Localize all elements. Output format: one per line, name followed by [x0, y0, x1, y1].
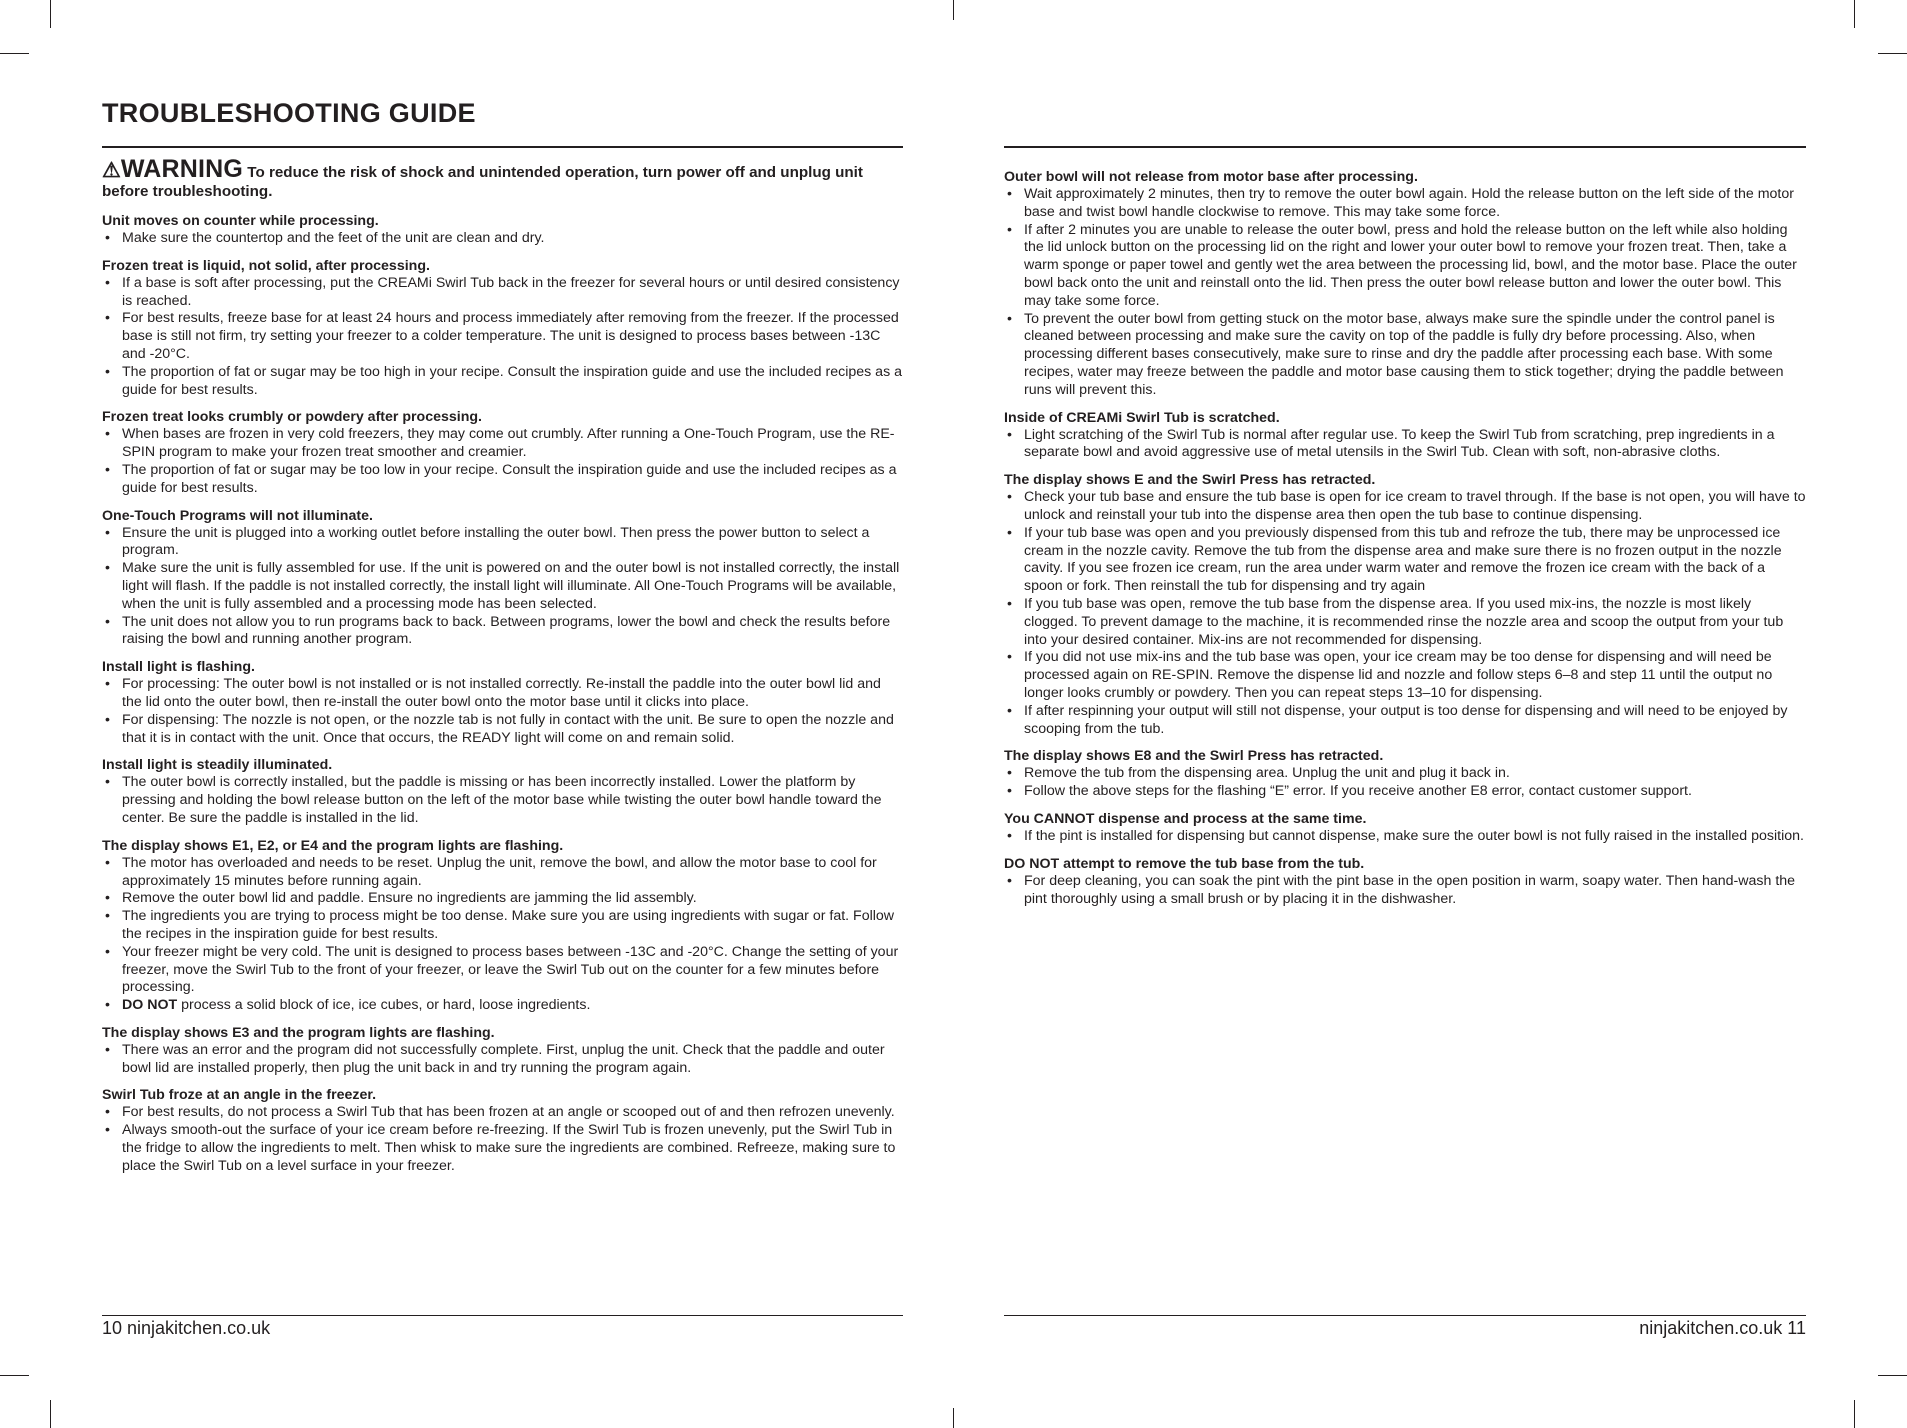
bullet-text: The ingredients you are trying to process might be too dense. Make sure you are using ingredients with sugar or fat. Follow the recipes in the inspiration guide for best results.	[122, 908, 895, 942]
bullet-item	[1004, 828, 1806, 846]
header-rule-left	[102, 146, 903, 148]
bullet-dot-icon: •	[105, 426, 110, 443]
bullet-dot-icon: •	[105, 774, 110, 791]
bullet-text: If you tub base was open, remove the tub base from the dispense area. If you used mix-ins, the nozzle is most likely clogged. To prevent damage to the machine, it is recommended rinse the nozzle area and scoop the output from your tub into your desired container. Mix-ins are not recommended for dispensing.	[1024, 595, 1784, 648]
bullet-item	[1004, 489, 1806, 525]
warning-triangle-icon: ⚠	[102, 159, 121, 182]
troubleshooting-section	[102, 1024, 902, 1078]
bullet-text: Make sure the countertop and the feet of the unit are clean and dry.	[122, 230, 545, 246]
bullet-dot-icon: •	[105, 943, 110, 960]
bullet-dot-icon: •	[1007, 595, 1012, 612]
bullet-dot-icon: •	[105, 524, 110, 541]
warning-text: To reduce the risk of shock and unintended operation, turn power off and unplug unit before troubleshooting.	[102, 164, 863, 200]
bullet-dot-icon: •	[105, 890, 110, 907]
bullet-dot-icon: •	[1007, 524, 1012, 541]
section-heading: Swirl Tub froze at an angle in the freezer.	[102, 1087, 377, 1104]
bullet-list	[1004, 489, 1806, 738]
bullet-dot-icon: •	[1007, 765, 1012, 782]
bullet-dot-icon: •	[1007, 489, 1012, 506]
crop-mark	[953, 1408, 954, 1428]
crop-mark	[1854, 1400, 1855, 1428]
troubleshooting-section	[1004, 855, 1806, 909]
bullet-text: Follow the above steps for the flashing “E” error. If you receive another E8 error, contact customer support.	[1024, 783, 1692, 800]
crop-mark	[1878, 53, 1907, 54]
bullet-list	[1004, 186, 1806, 400]
footer-right-page-number: ninjakitchen.co.uk 11	[1639, 1318, 1806, 1338]
troubleshooting-section	[102, 1086, 902, 1175]
bullet-list	[102, 1104, 902, 1175]
bullet-text: Wait approximately 2 minutes, then try to remove the outer bowl again. Hold the release button on the left side of the motor base and twist bowl handle clockwise to remove. This may take some force.	[1024, 186, 1794, 220]
bullet-text: For deep cleaning, you can soak the pint with the pint base in the open position in warm, soapy water. Then hand-wash the pint thoroughly using a small brush or by placing it in the dishwasher.	[1024, 872, 1796, 907]
troubleshooting-section	[102, 257, 902, 400]
bullet-item	[102, 908, 902, 944]
bullet-list	[1004, 873, 1806, 909]
crop-mark	[1854, 0, 1855, 28]
section-heading: Frozen treat is liquid, not solid, after processing.	[102, 257, 430, 274]
bullet-item	[102, 1122, 902, 1175]
bullet-item	[102, 1042, 902, 1078]
bullet-item	[1004, 596, 1806, 649]
warning-heading: WARNING	[120, 155, 244, 183]
section-heading: Install light is steadily illuminated.	[102, 757, 333, 774]
bullet-item	[102, 944, 902, 997]
bullet-list	[102, 676, 902, 747]
bullet-dot-icon: •	[105, 1104, 110, 1121]
bullet-item	[102, 275, 902, 311]
bullet-dot-icon: •	[105, 997, 110, 1014]
bullet-dot-icon: •	[105, 560, 110, 577]
bullet-text: For dispensing: The nozzle is not open, or the nozzle tab is not fully in contact with the unit. Be sure to open the nozzle and that it is in contact with the unit. Once that occurs, the READY light will come on and remain solid.	[122, 711, 894, 746]
troubleshooting-section	[102, 507, 902, 650]
bullet-list	[102, 525, 902, 650]
bullet-list	[1004, 828, 1806, 846]
section-heading: Inside of CREAMi Swirl Tub is scratched.	[1004, 409, 1280, 426]
bullet-text: The outer bowl is correctly installed, but the paddle is missing or has been incorrectly installed. Lower the platform by pressing and holding the bowl release button on the left of the motor base while twisting the outer bowl handle toward the center. Be sure the paddle is installed in the lid.	[122, 774, 882, 826]
troubleshooting-section	[102, 658, 902, 747]
troubleshooting-section	[102, 408, 902, 497]
bullet-item	[1004, 427, 1806, 463]
bullet-dot-icon: •	[105, 230, 110, 246]
bullet-text: The proportion of fat or sugar may be too high in your recipe. Consult the inspiration guide and use the included recipes as a guide for best results.	[122, 363, 902, 398]
section-heading: The display shows E1, E2, or E4 and the program lights are flashing.	[102, 837, 564, 854]
bullet-text: Remove the outer bowl lid and paddle. Ensure no ingredients are jamming the lid assembly.	[122, 890, 697, 907]
section-heading: The display shows E and the Swirl Press has retracted.	[1004, 472, 1376, 489]
section-heading: Unit moves on counter while processing.	[102, 213, 379, 229]
bullet-text: If the pint is installed for dispensing but cannot dispense, make sure the outer bowl is not fully raised in the installed position.	[1024, 827, 1804, 844]
bullet-dot-icon: •	[105, 274, 110, 291]
bullet-dot-icon: •	[1007, 221, 1012, 238]
footer-rule-left	[102, 1315, 903, 1316]
bullet-item	[102, 560, 902, 613]
bullet-list	[102, 774, 902, 827]
bullet-dot-icon: •	[1007, 186, 1012, 202]
troubleshooting-section	[102, 756, 902, 827]
bullet-dot-icon: •	[105, 676, 110, 693]
crop-mark	[1878, 1375, 1907, 1376]
bullet-text: If your tub base was open and you previously dispensed from this tub and refroze the tub, there may be unprocessed ice cream in the nozzle cavity. Remove the tub from the dispense area and make sure there is no frozen output in the nozzle cavity. If you see frozen ice cream, run the area under warm water and remove the frozen ice cream with the back of a spoon or fork. Then reinstall the tub for dispensing and try again	[1024, 524, 1782, 595]
bullet-text: If you did not use mix-ins and the tub base was open, your ice cream may be too dense for dispensing and will need be processed again on RE-SPIN. Remove the dispense lid and nozzle and follow steps 6–8 and step 11 until the output no longer looks crumbly or powdery. Then you can repeat steps 13–10 for dispensing.	[1024, 649, 1773, 701]
bullet-text: There was an error and the program did not successfully complete. First, unplug the unit. Check that the paddle and outer bowl lid are installed properly, then plug the unit back in and try running the program again.	[122, 1041, 885, 1076]
bullet-dot-icon: •	[1007, 426, 1012, 443]
bullet-list	[1004, 765, 1806, 801]
right-column	[1004, 168, 1806, 917]
bullet-item	[102, 676, 902, 712]
crop-mark	[953, 0, 954, 20]
bullet-text: For processing: The outer bowl is not installed or is not installed correctly. Re-install the paddle into the outer bowl lid and the lid onto the outer bowl, then re-install the outer bowl onto the motor base until it clicks into place.	[122, 676, 881, 710]
bullet-text: Ensure the unit is plugged into a working outlet before installing the outer bowl. Then press the power button to select a program.	[122, 524, 870, 559]
bullet-dot-icon: •	[1007, 783, 1012, 800]
bullet-dot-icon: •	[1007, 872, 1012, 889]
bullet-item	[1004, 311, 1806, 400]
bullet-text: If a base is soft after processing, put the CREAMi Swirl Tub back in the freezer for several hours or until desired consistency is reached.	[122, 274, 900, 309]
troubleshooting-section	[1004, 471, 1806, 738]
bullet-list	[102, 1042, 902, 1078]
troubleshooting-section	[1004, 409, 1806, 463]
bullet-text: For best results, do not process a Swirl Tub that has been frozen at an angle or scooped out of and then refrozen unevenly.	[122, 1104, 895, 1121]
bullet-text: If after respinning your output will still not dispense, your output is too dense for dispensing and will need to be enjoyed by scooping from the tub.	[1024, 702, 1788, 737]
left-sections	[102, 212, 902, 1176]
bullet-dot-icon: •	[105, 854, 110, 871]
bullet-item	[1004, 703, 1806, 739]
bullet-dot-icon: •	[105, 310, 110, 327]
bullet-item	[102, 997, 902, 1015]
bullet-text: process a solid block of ice, ice cubes, or hard, loose ingredients.	[177, 997, 591, 1014]
section-heading: DO NOT attempt to remove the tub base from the tub.	[1004, 855, 1365, 872]
bullet-item	[102, 525, 902, 561]
bullet-text: For best results, freeze base for at least 24 hours and process immediately after removing from the freezer. If the processed base is still not firm, try setting your freezer to a colder temperature. The unit is designed to process bases between -13C and -20°C.	[122, 310, 899, 362]
bullet-text: If after 2 minutes you are unable to release the outer bowl, press and hold the release button on the left while also holding the lid unlock button on the processing lid on the right and lower your outer bowl to remove your frozen treat. Then, take a warm sponge or paper towel and gently wet the area between the processing lid, bowl, and the motor base. Place the outer bowl back onto the unit and reinstall onto the lid. Then press the outer bowl release button and lower the outer bowl. This may take some force.	[1024, 221, 1797, 309]
page-title: TROUBLESHOOTING GUIDE	[102, 98, 476, 128]
header-rule-right	[1004, 146, 1806, 148]
bullet-item	[1004, 525, 1806, 596]
bullet-item	[102, 774, 902, 827]
bullet-text: Light scratching of the Swirl Tub is normal after regular use. To keep the Swirl Tub from scratching, prep ingredients in a separate bowl and avoid aggressive use of metal utensils in the Swirl Tub. Clean with soft, non-abrasive cloths.	[1024, 426, 1775, 461]
section-heading: Install light is flashing.	[102, 659, 255, 676]
section-heading: Frozen treat looks crumbly or powdery after processing.	[102, 409, 483, 426]
bullet-text: Make sure the unit is fully assembled for use. If the unit is powered on and the outer bowl is not installed correctly, the install light will flash. If the paddle is not installed correctly, the install light will illuminate. All One-Touch Programs will be available, when the unit is fully assembled and a processing mode has been selected.	[122, 560, 900, 612]
bullet-item	[102, 426, 902, 462]
bullet-item	[102, 890, 902, 908]
footer-rule-right	[1004, 1315, 1806, 1316]
bullet-text: To prevent the outer bowl from getting stuck on the motor base, always make sure the spindle under the control panel is cleaned between processing and make sure the cavity on top of the paddle is fully dry before processing. Also, when processing different bases consecutively, make sure to rinse and dry the paddle after processing each base. With some recipes, water may freeze between the paddle and motor base causing them to stick together; drying the paddle between runs will prevent this.	[1024, 310, 1784, 398]
troubleshooting-section	[1004, 747, 1806, 801]
crop-mark	[0, 1375, 29, 1376]
bullet-dot-icon: •	[1007, 702, 1012, 719]
bullet-dot-icon: •	[105, 363, 110, 380]
crop-mark	[50, 1400, 51, 1428]
bullet-dot-icon: •	[105, 1122, 110, 1139]
section-heading: Outer bowl will not release from motor base after processing.	[1004, 169, 1418, 185]
bullet-text: Check your tub base and ensure the tub base is open for ice cream to travel through. If the base is not open, you will have to unlock and reinstall your tub into the dispense area then open the tub base to continue dispensing.	[1024, 489, 1806, 523]
bullet-item	[102, 712, 902, 748]
bullet-dot-icon: •	[105, 908, 110, 925]
troubleshooting-section	[102, 212, 902, 248]
bullet-item	[102, 462, 902, 498]
bullet-item	[102, 364, 902, 400]
bullet-dot-icon: •	[1007, 310, 1012, 327]
bullet-item	[102, 230, 902, 248]
bullet-dot-icon: •	[105, 711, 110, 728]
left-column	[102, 155, 902, 1185]
section-heading: The display shows E8 and the Swirl Press has retracted.	[1004, 748, 1384, 765]
warning-block	[102, 155, 902, 201]
bullet-text: Your freezer might be very cold. The unit is designed to process bases between -13C and -20°C. Change the setting of your freezer, move the Swirl Tub to the front of your freezer, or leave the Swirl Tub out on the counter for a few minutes before processing.	[122, 943, 899, 996]
section-heading: You CANNOT dispense and process at the same time.	[1004, 810, 1367, 827]
crop-mark	[0, 53, 29, 54]
bullet-item	[102, 614, 902, 650]
bullet-list	[102, 230, 902, 248]
bullet-dot-icon: •	[105, 1041, 110, 1058]
troubleshooting-section	[102, 837, 902, 1015]
bullet-list	[102, 855, 902, 1015]
bullet-item	[102, 310, 902, 363]
troubleshooting-section	[1004, 810, 1806, 846]
bullet-text: The motor has overloaded and needs to be reset. Unplug the unit, remove the bowl, and allow the motor base to cool for approximately 15 minutes before running again.	[122, 854, 877, 889]
bullet-dot-icon: •	[1007, 649, 1012, 666]
bullet-item	[1004, 222, 1806, 311]
bullet-dot-icon: •	[105, 461, 110, 478]
section-heading: One-Touch Programs will not illuminate.	[102, 507, 373, 524]
troubleshooting-section	[1004, 168, 1806, 400]
bullet-list	[1004, 427, 1806, 463]
bullet-item	[1004, 649, 1806, 702]
bullet-text: Remove the tub from the dispensing area. Unplug the unit and plug it back in.	[1024, 765, 1510, 782]
bullet-item	[102, 855, 902, 891]
bullet-item	[1004, 765, 1806, 783]
bullet-list	[102, 426, 902, 497]
bullet-text: When bases are frozen in very cold freezers, they may come out crumbly. After running a One-Touch Program, use the RE-SPIN program to make your frozen treat smoother and creamier.	[122, 426, 895, 461]
right-sections	[1004, 168, 1806, 908]
crop-mark	[50, 0, 51, 28]
bullet-text: The proportion of fat or sugar may be too low in your recipe. Consult the inspiration guide and use the included recipes as a guide for best results.	[122, 461, 897, 496]
footer-left-page-number: 10 ninjakitchen.co.uk	[102, 1318, 271, 1338]
bullet-text: Always smooth-out the surface of your ice cream before re-freezing. If the Swirl Tub is frozen unevenly, put the Swirl Tub in the fridge to allow the ingredients to melt. Then whisk to make sure the ingredients are combined. Refreeze, making sure to place the Swirl Tub on a level surface in your freezer.	[122, 1122, 896, 1174]
bullet-item	[1004, 873, 1806, 909]
section-heading: The display shows E3 and the program lights are flashing.	[102, 1024, 495, 1041]
bullet-list	[102, 275, 902, 400]
bullet-dot-icon: •	[105, 613, 110, 630]
bullet-dot-icon: •	[1007, 827, 1012, 844]
bullet-item	[1004, 783, 1806, 801]
bullet-text: The unit does not allow you to run programs back to back. Between programs, lower the bowl and check the results before raising the bowl and running another program.	[122, 613, 891, 648]
bullet-item	[102, 1104, 902, 1122]
bullet-item	[1004, 186, 1806, 222]
bullet-lead-text: DO NOT	[122, 997, 178, 1014]
